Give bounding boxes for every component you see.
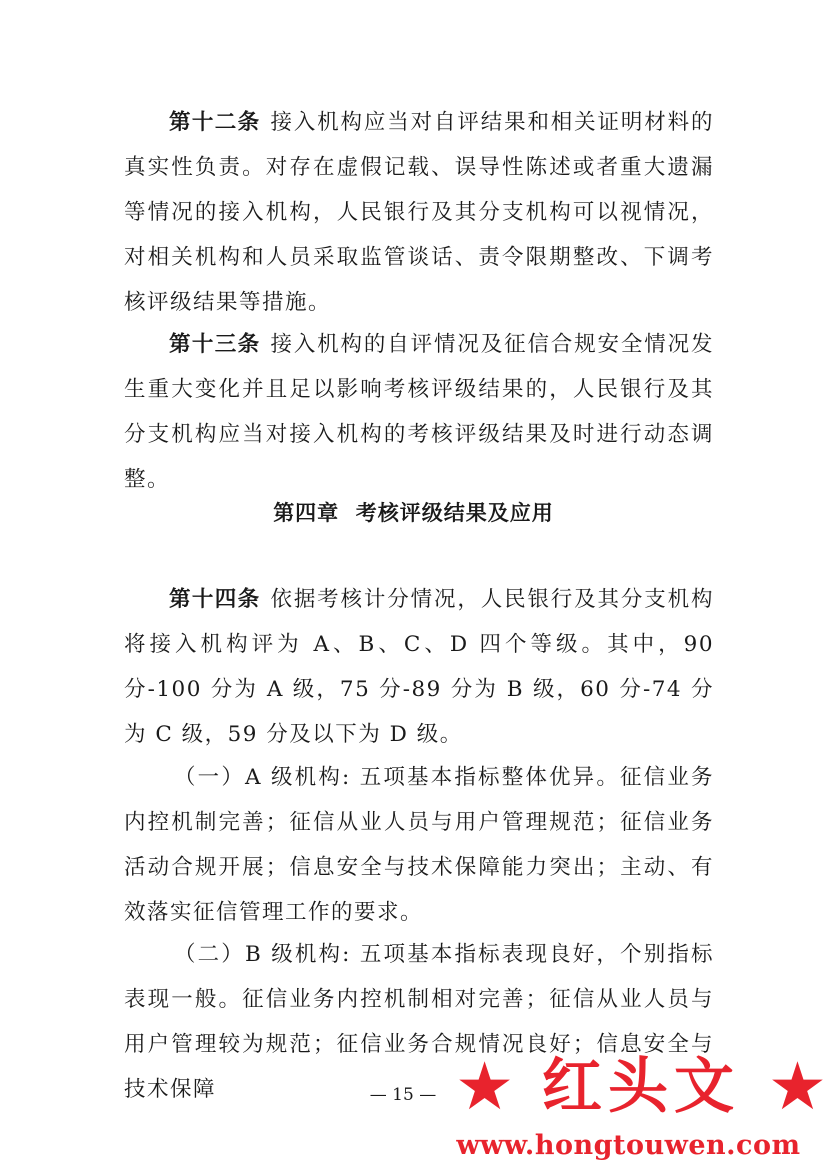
level-b-text: （二）B 级机构: 五项基本指标表现良好，个别指标表现一般。征信业务内控机制相对完善；征信从业人员与用户管理较为规范；征信业务合规情况良好；信息安全与技术保障 [124, 942, 714, 1102]
page-number: — 15 — [369, 1085, 437, 1105]
chapter-4-title: 第四章 考核评级结果及应用 [273, 501, 554, 525]
level-a-paragraph [124, 755, 714, 935]
article-14-heading: 第十四条 [169, 587, 261, 612]
star-icon: ★ [455, 1048, 515, 1125]
article-14-paragraph [124, 577, 714, 757]
watermark-url: www.hongtouwen.com [456, 1130, 801, 1161]
article-13-paragraph [124, 322, 714, 502]
level-a-text: （一）A 级机构: 五项基本指标整体优异。征信业务内控机制完善；征信从业人员与用户管理规范；征信业务活动合规开展；信息安全与技术保障能力突出；主动、有效落实征信管理工作的要求。 [124, 765, 714, 925]
article-13-heading: 第十三条 [169, 332, 261, 357]
article-12-text: 接入机构应当对自评结果和相关证明材料的真实性负责。对存在虚假记载、误导性陈述或者重大遗漏等情况的接入机构，人民银行及其分支机构可以视情况，对相关机构和人员采取监管谈话、责令限期整改、下调考核评级结果等措施。 [124, 110, 714, 315]
article-12-paragraph [124, 100, 714, 325]
watermark-logo [455, 1048, 827, 1126]
article-14-text: 依据考核计分情况，人民银行及其分支机构将接入机构评为 A、B、C、D 四个等级。其中，90 分-100 分为 A 级，75 分-89 分为 B 级，60 分-74 分为 C 级，59 分及以下为 D 级。 [124, 587, 714, 747]
star-icon: ★ [767, 1048, 827, 1125]
watermark-text: 红头文 [542, 1052, 740, 1122]
article-13-text: 接入机构的自评情况及征信合规安全情况发生重大变化并且足以影响考核评级结果的，人民银行及其分支机构应当对接入机构的考核评级结果及时进行动态调整。 [124, 332, 714, 492]
article-12-heading: 第十二条 [169, 110, 261, 135]
